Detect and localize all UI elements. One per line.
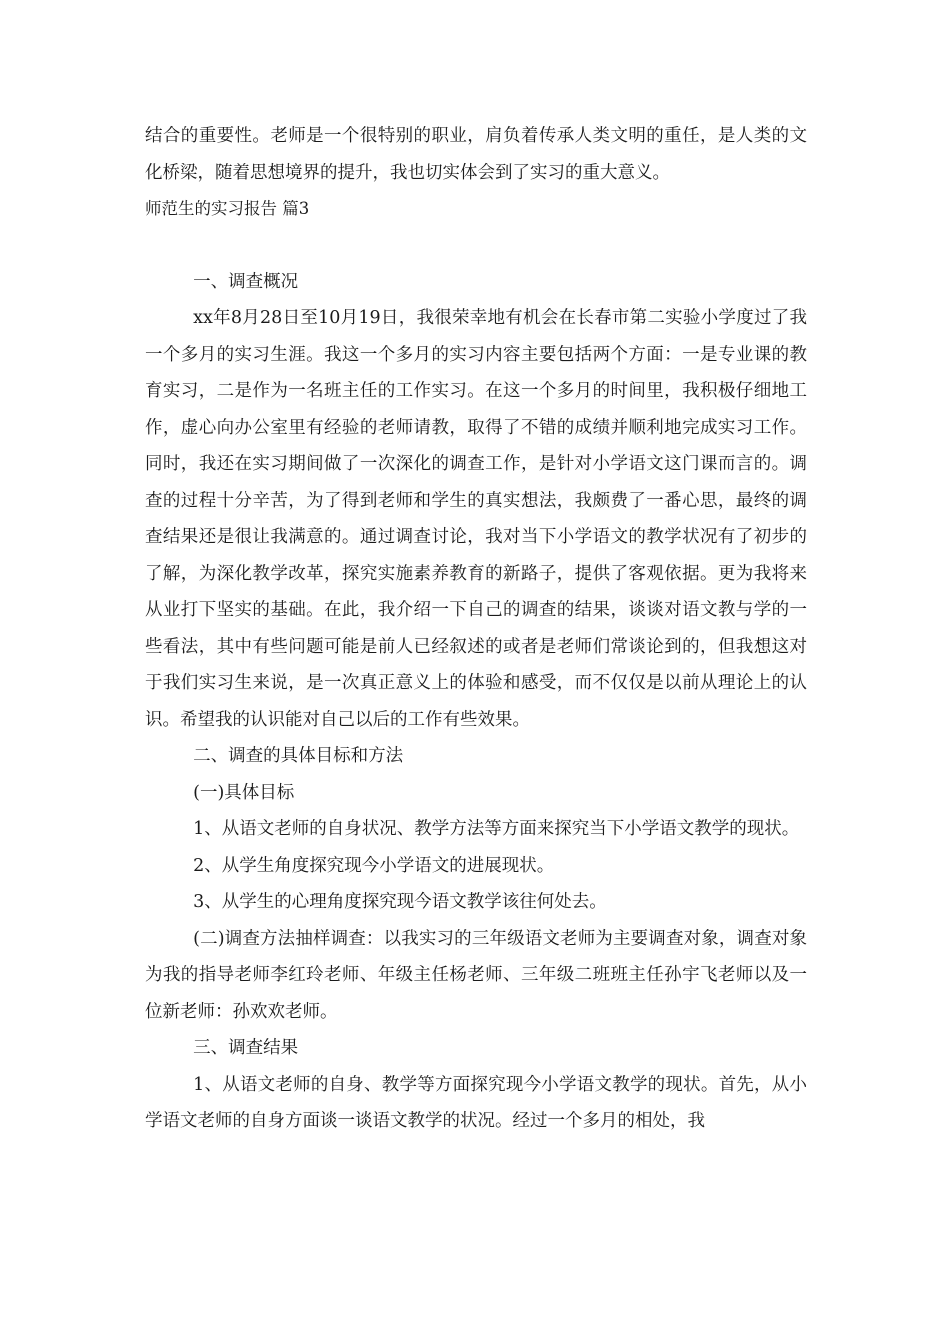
section-title: 师范生的实习报告 篇3 (145, 199, 310, 218)
paragraph-methods: (二)调查方法抽样调查：以我实习的三年级语文老师为主要调查对象，调查对象为我的指导老师李红玲老师、年级主任杨老师、三年级二班班主任孙宇飞老师以及一位新老师：孙欢欢老师。 (145, 928, 807, 1022)
heading-survey-results: 三、调查结果 (193, 1038, 299, 1058)
paragraph-results-1: 1、从语文老师的自身、教学等方面探究现今小学语文教学的现状。首先，从小学语文老师的自身方面谈一谈语文教学的状况。经过一个多月的相处，我 (145, 1074, 807, 1131)
paragraph-overview: xx年8月28日至10月19日，我很荣幸地有机会在长春市第二实验小学度过了我一个多月的实习生涯。我这一个多月的实习内容主要包括两个方面：一是专业课的教育实习，二是作为一名班主任的工作实习。在这一个多月的时间里，我积极仔细地工作，虚心向办公室里有经验的老师请教，取得了不错的成绩并顺利地完成实习工作。同时，我还在实习期间做了一次深化的调查工作，是针对小学语文这门课而言的。调查的过程十分辛苦，为了得到老师和学生的真实想法，我颇费了一番心思，最终的调查结果还是很让我满意的。通过调查讨论，我对当下小学语文的教学状况有了初步的了解，为深化教学改革，探究实施素养教育的新路子，提供了客观依据。更为我将来从业打下坚实的基础。在此，我介绍一下自己的调查的结果，谈谈对语文教与学的一些看法，其中有些问题可能是前人已经叙述的或者是老师们常谈论到的，但我想这对于我们实习生来说，是一次真正意义上的体验和感受，而不仅仅是以前从理论上的认识。希望我的认识能对自己以后的工作有些效果。 (145, 308, 807, 730)
subheading-specific-goals: (一)具体目标 (193, 782, 295, 803)
heading-survey-overview: 一、调查概况 (193, 271, 299, 292)
list-item-goal-1: 1、从语文老师的自身状况、教学方法等方面来探究当下小学语文教学的现状。 (193, 819, 800, 839)
list-item-goal-2: 2、从学生角度探究现今小学语文的进展现状。 (193, 855, 555, 876)
list-item-goal-3: 3、从学生的心理角度探究现今语文教学该往何处去。 (193, 892, 607, 912)
blank-line (145, 228, 807, 264)
paragraph-continuation: 结合的重要性。老师是一个很特别的职业，肩负着传承人类文明的重任，是人类的文化桥梁，随着思想境界的提升，我也切实体会到了实习的重大意义。 (145, 126, 807, 183)
heading-goals-methods: 二、调查的具体目标和方法 (193, 746, 404, 766)
document-page (145, 118, 807, 1140)
